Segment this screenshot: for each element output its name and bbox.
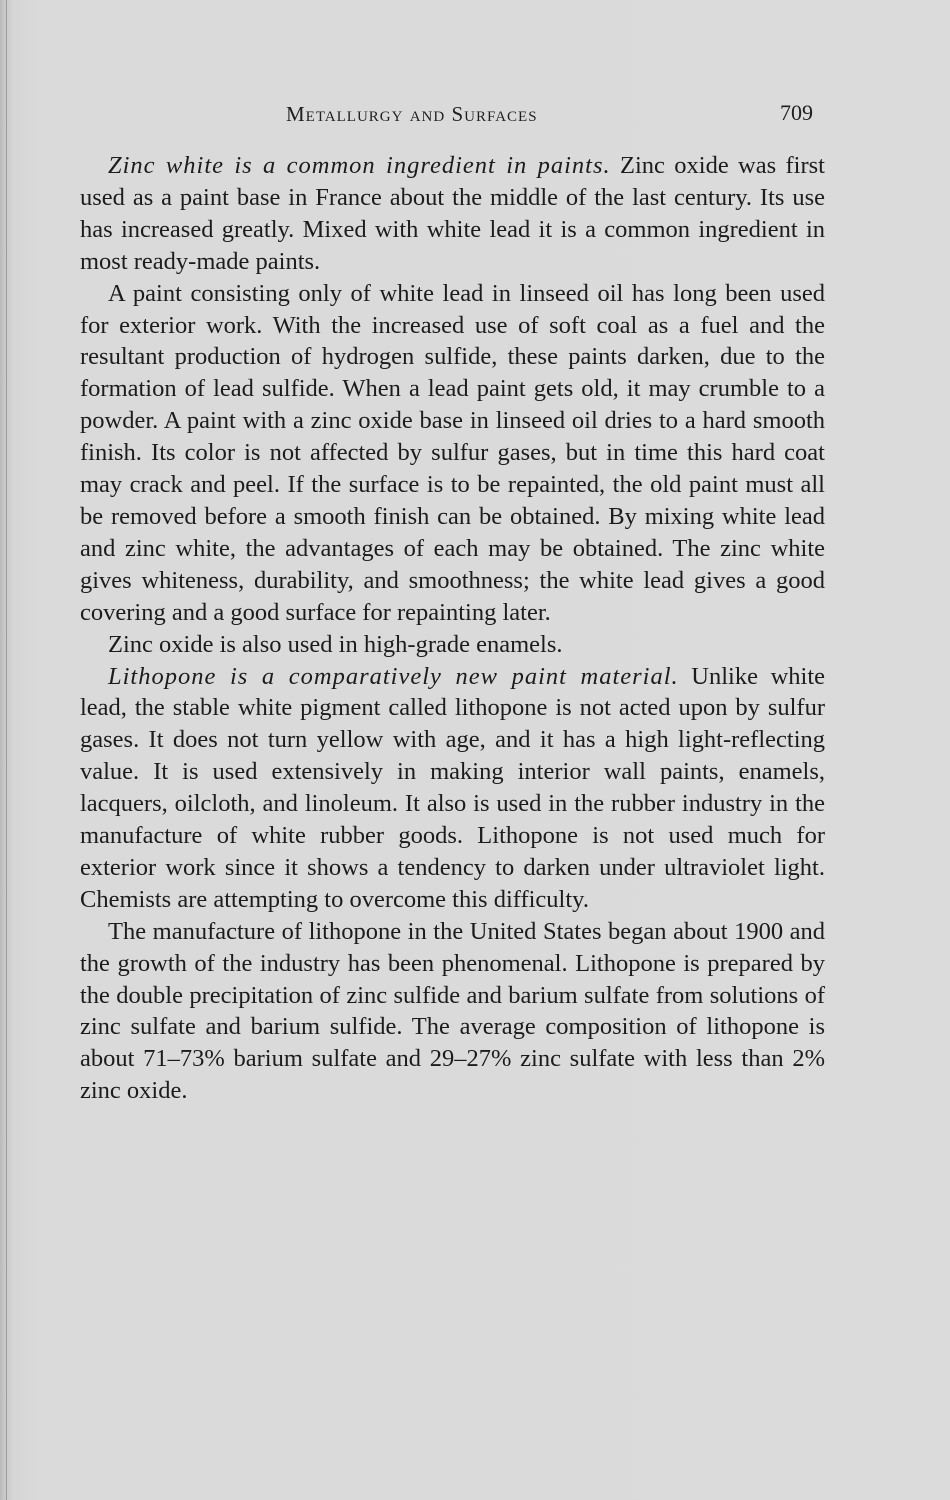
body-text [80,150,825,1107]
paragraph-body: Unlike white lead, the stable white pigment called lithopone is not acted upon by sulfur gases. It does not turn yellow with age, and it has a high light-reflecting value. It is used extensively in making interior wall paints, enamels, lacquers, oilcloth, and linoleum. It also is used in the rubber industry in the manufacture of white rubber goods. Lithopone is not used much for exterior work since it shows a tendency to darken under ultraviolet light. Chemists are attempting to overcome this difficulty. [80,662,825,913]
paragraph-body: Zinc oxide is also used in high-grade enamels. [108,630,563,658]
paragraph-lithopone [80,661,825,916]
page-header [0,98,950,134]
page-number: 709 [780,100,813,125]
paragraph-body: Zinc oxide was first used as a paint base in France about the middle of the last century. Its use has increased greatly. Mixed with white lead it is a common ingredient in most ready-made paints. [80,152,825,275]
running-head: Metallurgy and Surfaces [286,102,538,126]
paragraph-zinc-white [80,150,825,278]
paragraph-lead: Zinc white is a common ingredient in paints. [108,152,611,179]
paragraph-enamels [80,629,825,661]
paragraph-white-lead [80,278,825,629]
paragraph-body: The manufacture of lithopone in the United States began about 1900 and the growth of the industry has been phenomenal. Lithopone is prepared by the double precipitation of zinc sulfide and barium sulfate from solutions of zinc sulfate and barium sulfide. The average composition of lithopone is about 71–73% barium sulfate and 29–27% zinc sulfate with less than 2% zinc oxide. [80,917,825,1105]
paragraph-manufacture [80,916,825,1107]
page-gutter-edge [6,0,7,1500]
paragraph-body: A paint consisting only of white lead in linseed oil has long been used for exterior work. With the increased use of soft coal as a fuel and the resultant production of hydrogen sulfide, these paints darken, due to the formation of lead sulfide. When a lead paint gets old, it may crumble to a powder. A paint with a zinc oxide base in linseed oil dries to a hard smooth finish. Its color is not affected by sulfur gases, but in time this hard coat may crack and peel. If the surface is to be repainted, the old paint must all be removed before a smooth finish can be obtained. By mixing white lead and zinc white, the advantages of each may be obtained. The zinc white gives whiteness, durability, and smoothness; the white lead gives a good covering and a good surface for repainting later. [80,279,825,626]
paragraph-lead: Lithopone is a comparatively new paint material. [108,662,679,690]
